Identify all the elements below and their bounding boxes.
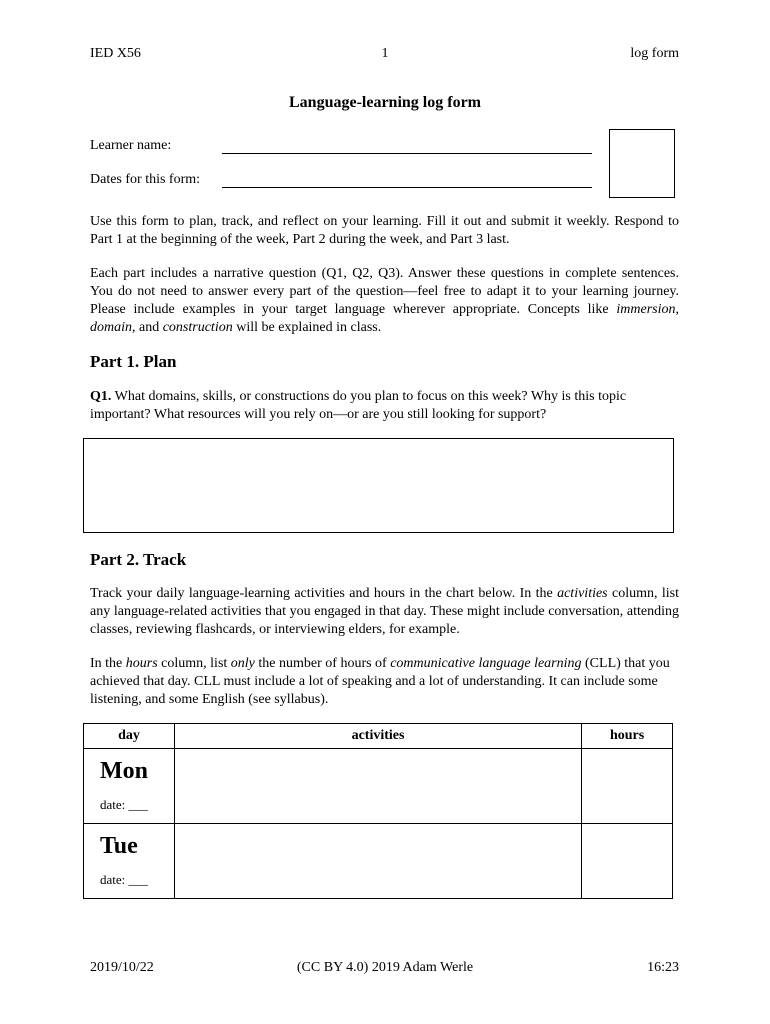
page-title: Language-learning log form	[289, 94, 481, 111]
part2-heading: Part 2. Track	[90, 550, 187, 569]
day-name: Tue	[100, 833, 138, 859]
activity-log-table	[83, 723, 673, 899]
column-header-day: day	[84, 724, 175, 749]
day-cell	[84, 824, 175, 899]
activities-cell[interactable]	[174, 749, 581, 824]
activities-cell[interactable]	[174, 824, 581, 899]
photo-box	[609, 129, 675, 198]
column-header-activities: activities	[174, 724, 581, 749]
footer-date: 2019/10/22	[90, 960, 154, 975]
dates-line[interactable]	[222, 187, 592, 188]
q1-prompt: Q1. What domains, skills, or constructions do you plan to focus on this week? Why is this topic important? What resources will you rely on—or are you still looking for support?	[90, 389, 627, 422]
header-course-code: IED X56	[90, 46, 141, 61]
header-page-number: 1	[381, 46, 389, 61]
q1-answer-box[interactable]	[83, 438, 674, 533]
table-row-tue	[84, 824, 673, 899]
day-name: Mon	[100, 758, 148, 784]
day-date: date: ___	[100, 872, 149, 887]
part1-heading: Part 1. Plan	[90, 352, 177, 371]
learner-name-line[interactable]	[222, 153, 592, 154]
intro-paragraph-1: Use this form to plan, track, and reflect on your learning. Fill it out and submit it weekly. Respond to Part 1 at the beginning of the week, Part 2 during the week, and Part 3 last.	[90, 214, 679, 247]
column-header-hours: hours	[582, 724, 673, 749]
part2-paragraph-2: In the hours column, list only the number of hours of communicative language learning (CLL) that you achieved that day. CLL must include a lot of speaking and a lot of understanding. It can include some listening, and some English (see syllabus).	[90, 656, 670, 707]
learner-name-label: Learner name:	[90, 138, 172, 153]
part2-paragraph-1: Track your daily language-learning activities and hours in the chart below. In the activities column, list any language-related activities that you engaged in that day. These might include conversation, attending classes, reviewing flashcards, or interviewing elders, for example.	[90, 586, 679, 637]
day-date: date: ___	[100, 797, 149, 812]
hours-cell[interactable]	[582, 749, 673, 824]
footer-time: 16:23	[647, 960, 679, 975]
hours-cell[interactable]	[582, 824, 673, 899]
table-row-mon	[84, 749, 673, 824]
intro-paragraph-2: Each part includes a narrative question (Q1, Q2, Q3). Answer these questions in complete sentences. You do not need to answer every part of the question—feel free to adapt it to your learning journey. Please include examples in your target language wherever appropriate. Concepts like immersion, domain, and construction will be explained in class.	[90, 266, 679, 335]
footer-license: (CC BY 4.0) 2019 Adam Werle	[296, 960, 474, 975]
header-doc-label: log form	[630, 46, 679, 61]
dates-label: Dates for this form:	[90, 172, 201, 187]
table-header-row	[84, 724, 673, 749]
day-cell	[84, 749, 175, 824]
